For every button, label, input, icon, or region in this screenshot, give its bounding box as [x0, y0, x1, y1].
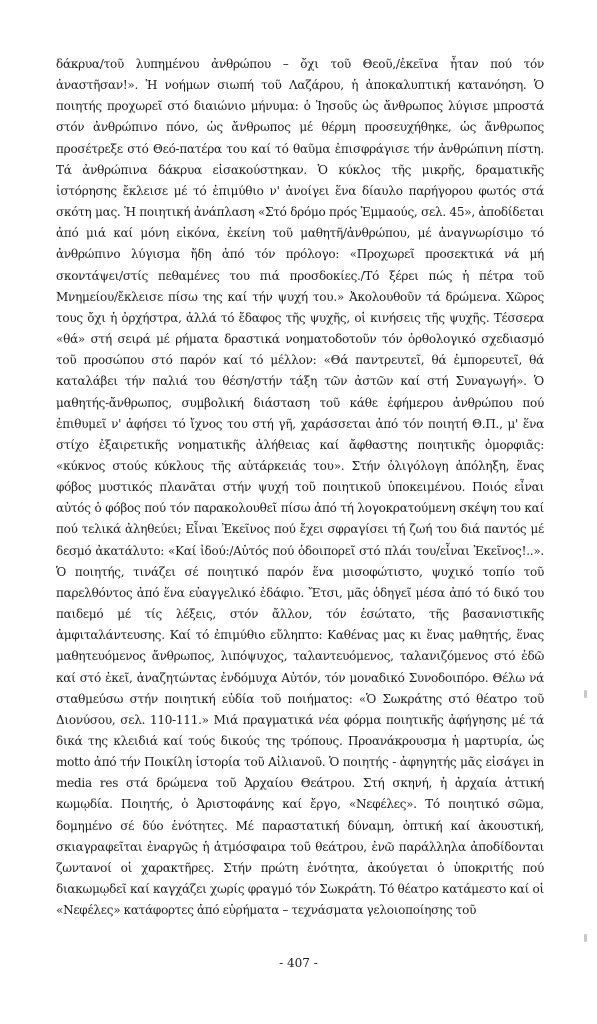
page-number: - 407 -	[279, 956, 318, 970]
body-paragraph: δάκρυα/τοῦ λυπημένου ἀνθρώπου – ὄχι τοῦ Θεοῦ,/ἐκεῖνα ἦταν πού τόν ἀναστῆσαν!». Ἡ νοήμων σιωπή τοῦ Λαζάρου, ἡ ἀποκαλυπτική κατανόηση. Ὁ ποιητής προχωρεῖ στό διαιώνιο μήνυμα: ὁ Ἰησοῦς ὡς ἄνθρωπος λύγισε μπροστά στόν ἀνθρώπινο πόνο, ὡς ἄνθρωπος μέ θέρμη προσευχήθηκε, ὡς ἄνθρωπος προσέτρεξε στό Θεό-πατέρα του καί τό θαῦμα ἐπισφράγισε τήν ἀνθρώπινη πίστη. Τά ἀνθρώπινα δάκρυα εἰσακούστηκαν. Ὁ κύκλος τῆς μικρῆς, δραματικῆς ἱστόρησης ἔκλεισε μέ τό ἐπιμύθιο ν' ἀνοίγει ἕνα δίαυλο παρήγορου φωτός στά σκότη μας. Ἡ ποιητική ἀνάπλαση «Στό δρόμο πρός Ἐμμαούς, σελ. 45», ἀποδίδεται ἀπό μιά καί μόνη εἰκόνα, ἐκείνη τοῦ μαθητῆ/ἀνθρώπου, μέ ἀναγνωρίσιμο τό ἀνθρώπινο λύγισμα ἤδη ἀπό τόν πρόλογο: «Προχωρεῖ προσεκτικά νά μή σκοντάψει/στίς πεθαμένες του πιά προσδοκίες./Τό ξέρει πώς ἡ πέτρα τοῦ Μνημείου/ἔκλεισε πίσω της καί τήν ψυχή του.» Ἀκολουθοῦν τά δρώμενα. Χῶρος τους ὄχι ἡ ὀρχήστρα, ἀλλά τό ἔδαφος τῆς ψυχῆς, οἱ κινήσεις τῆς ψυχῆς. Τέσσερα «θά» στή σειρά μέ ρήματα δραστικά νοηματοδοτοῦν τόν ὀρθολογικό σχεδιασμό τοῦ προσώπου στό παρόν καί τό μέλλον: «Θά παντρευτεῖ, θά ἐμπορευτεῖ, θά καταλάβει τήν παλιά του θέση/στήν τάξη τῶν ἀστῶν καί στή Συναγωγή». Ὁ μαθητής-ἄνθρωπος, συμβολική διάσταση τοῦ κάθε ἐφήμερου ἀνθρώπου πού ἐπιθυμεῖ ν' ἀφήσει τό ἴχνος του στή γῆ, χαράσσεται ἀπό τόν ποιητή Θ.Π., μ' ἕνα στίχο ἐξαιρετικῆς νοηματικῆς ἀλήθειας καί ἄφθαστης ποιητικῆς ὀμορφιᾶς: «κύκνος στούς κύκλους τῆς αὐτάρκειάς του». Στήν ὀλιγόλογη ἀπόληξη, ἕνας φόβος μυστικός πλανᾶται στήν ψυχή τοῦ ποιητικοῦ ὑποκειμένου. Ποιός εἶναι αὐτός ὁ φόβος πού τόν παρακολουθεῖ πίσω ἀπό τή λογοκρατούμενη σκέψη του καί πού τελικά ἀληθεύει; Εἶναι Ἐκεῖνος πού ἔχει σφραγίσει τή ζωή του διά παντός μέ δεσμό ἀκατάλυτο: «Καί ἰδού:/Αὐτός πού ὁδοιπορεῖ στό πλάι του/εἶναι Ἐκεῖνος!..». Ὁ ποιητής, τινάζει σέ ποιητικό παρόν ἕνα μισοφώτιστο, ψυχικό τοπίο τοῦ παρελθόντος ἀπό ἕνα εὐαγγελικό ἐδάφιο. Ἔτσι, μᾶς ὁδηγεῖ μέσα ἀπό τό δικό του παιδεμό μέ τίς λέξεις, στόν ἄλλον, τόν ἐσώτατο, τῆς βασανιστικῆς ἀμφιταλάντευσης. Καί τό ἐπιμύθιο εὔληπτο: Καθένας μας κι ἕνας μαθητής, ἕνας μαθητευόμενος ἄνθρωπος, λιπόψυχος, ταλαντευόμενος, ταλανιζόμενος στό ἐδῶ καί στό ἐκεῖ, ἀναζητώντας ἐνδόμυχα Αὐτόν, τόν μοναδικό Συνοδοιπόρο. Θέλω νά σταθμεύσω στήν ποιητική εὐδία τοῦ ποιήματος: «Ὁ Σωκράτης στό θέατρο τοῦ Διονύσου, σελ. 110-111.» Μιά πραγματικά νέα φόρμα ποιητικῆς ἀφήγησης μέ τά δικά της κλειδιά καί τούς δικούς της τρόπους. Προανάκρουσμα ἡ μαρτυρία, ὡς motto ἀπό τήν Ποικίλη ἱστορία τοῦ Αἰλιανοῦ. Ὁ ποιητής - ἀφηγητής μᾶς εἰσάγει in media res στά δρώμενα τοῦ Ἀρχαίου Θεάτρου. Στή σκηνή, ἡ ἀρχαία ἀττική κωμῳδία. Ποιητής, ὁ Ἀριστοφάνης καί ἔργο, «Νεφέλες». Τό ποιητικό σῶμα, δομημένο σέ δύο ἑνότητες. Μέ παραστατική δύναμη, ὀπτική καί ἀκουστική, σκιαγραφεῖται ἐναργῶς ἡ ἀτμόσφαιρα τοῦ θεάτρου, ἐνῶ παράλληλα ἀποδίδονται ζωντανοί οἱ χαρακτῆρες. Στήν πρώτη ἑνότητα, ἀκούγεται ὁ ὑποκριτής πού διακωμῳδεῖ καί καγχάζει χωρίς φραγμό τόν Σωκράτη. Τό θέατρο κατάμεστο καί οἱ «Νεφέλες» κατάφορτες ἀπό εὑρήματα – τεχνάσματα γελοιοποίησης τοῦ	[56, 57, 544, 918]
page-edge-mark	[584, 934, 587, 942]
page-edge-mark	[584, 690, 587, 698]
